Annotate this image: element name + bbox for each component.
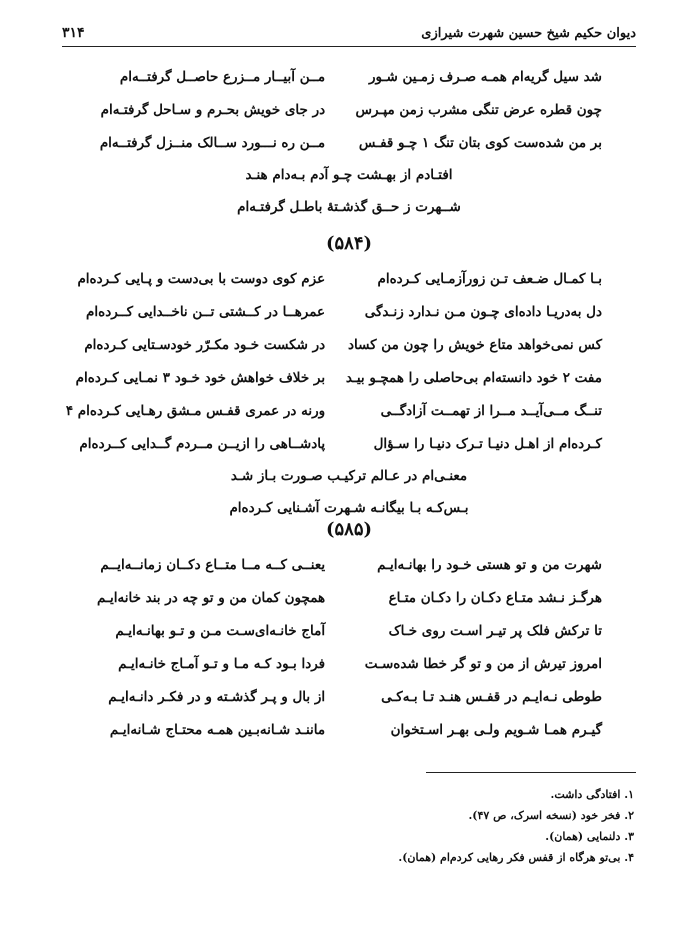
couplet — [62, 394, 636, 427]
couplet — [62, 328, 636, 361]
couplet — [62, 93, 636, 126]
page-number: ۳۱۴ — [62, 25, 85, 41]
couplet — [62, 581, 636, 614]
closing-verse: شــهرت ز حــق گذشـتهٔ باطـل گرفتـه‌ام — [237, 199, 461, 215]
hemistich-first: امروز تیرش از من و تو گر خطا شده‌سـت — [364, 655, 602, 672]
hemistich-first: مفت ۲ خود دانسته‌ام بی‌حاصلی را همچـو بیـد — [345, 369, 602, 386]
hemistich-first: گیـرم همـا شـویم ولـی بهـر اسـتخوان — [390, 721, 602, 738]
couplet — [62, 647, 636, 680]
hemistich-first: چون قطره عرض تنگی مشرب زمن مپـرس — [355, 101, 602, 118]
hemistich-first: طوطی نـه‌ایـم در قفـس هنـد تـا بـه‌کـی — [381, 688, 602, 705]
couplet — [62, 126, 636, 159]
hemistich-second: مــن آبیــار مــزرع حاصــل گرفتــه‌ام — [119, 68, 326, 85]
couplet — [62, 680, 636, 713]
hemistich-second: فردا بـود کـه مـا و تـو آمـاج خانـه‌ایـم — [118, 655, 326, 672]
hemistich-second: از بال و پـر گذشـته و در فکـر دانـه‌ایـم — [108, 688, 326, 705]
hemistich-second: همچون کمان من و تو چه در بند خانه‌ایـم — [97, 589, 326, 606]
hemistich-second: یعنــی کــه مــا متــاع دکــان زمانــه‌ایــم — [100, 556, 326, 573]
poem-number: (۵۸۵) — [325, 519, 373, 540]
footnote: ۳. دلنمایی (همان). — [545, 830, 634, 843]
couplet — [62, 361, 636, 394]
hemistich-second: در جای خویش بحـرم و سـاحل گرفتـه‌ام — [100, 101, 326, 118]
hemistich-second: در شکست خـود مکـرّر خودسـتایی کـرده‌ام — [84, 336, 326, 353]
footnote-divider — [426, 772, 636, 773]
couplet — [62, 295, 636, 328]
hemistich-first: تا ترکش فلک پر تیـر اسـت روی خـاک — [388, 622, 602, 639]
hemistich-first: بـا کمـال ضـعف تـن زورآزمـایی کـرده‌ام — [377, 270, 602, 287]
hemistich-first: تنــگ مــی‌آیــد مــرا از تهمــت آزادگــی — [380, 402, 602, 419]
hemistich-second: عزم کوی دوست با بی‌دست و پـایی کـرده‌ام — [77, 270, 326, 287]
hemistich-second: پادشــاهی را ازیــن مــردم گــدایی کــرده‌ام — [79, 435, 326, 452]
couplet — [62, 713, 636, 746]
couplet — [62, 614, 636, 647]
continued-poem — [62, 60, 636, 223]
footnote: ۴. بی‌تو هرگاه از قفس فکر رهایی کردم‌ام (همان). — [398, 851, 634, 864]
closing-verse: بـس‌کـه بـا بیگانـه شـهرت آشـنایی کـرده‌ام — [229, 500, 469, 516]
footnote: ۱. افتادگی داشت. — [550, 788, 634, 801]
hemistich-second: ورنه در عمری قفـس مـشق رهـایی کـرده‌ام ۴ — [65, 402, 326, 419]
hemistich-first: شد سیل گریه‌ام همـه صـرف زمـین شـور — [369, 68, 602, 85]
couplet — [62, 60, 636, 93]
hemistich-first: دل به‌دریـا داده‌ای چـون مـن نـدارد زنـدگی — [364, 303, 602, 320]
hemistich-first: کـرده‌ام از اهـل دنیـا تـرک دنیـا را سـؤال — [373, 435, 602, 452]
hemistich-first: کس نمی‌خواهد متاع خویش را چون من کساد — [348, 336, 602, 353]
poem-584 — [62, 226, 636, 524]
couplet — [62, 262, 636, 295]
page-header — [62, 20, 636, 47]
running-title: دیوان حکیم شیخ حسین شهرت شیرازی — [421, 25, 636, 41]
footnotes — [62, 784, 634, 868]
couplet — [62, 427, 636, 460]
hemistich-first: شهرت من و تو هستی خـود را بهانـه‌ایـم — [377, 556, 602, 573]
closing-verse: افتـادم از بهـشت چـو آدم بـه‌دام هنـد — [245, 167, 453, 183]
hemistich-second: آماج خانـه‌ای‌سـت مـن و تـو بهانـه‌ایـم — [115, 622, 326, 639]
hemistich-second: مــن ره نـــورد ســالک منــزل گرفتــه‌ام — [99, 134, 326, 151]
poem-number: (۵۸۴) — [325, 233, 373, 254]
closing-verse: معنـی‌ام در عـالم ترکیـب صـورت بـاز شـد — [230, 468, 468, 484]
couplet — [62, 548, 636, 581]
hemistich-second: بر خلاف خواهش خود خـود ۳ نمـایی کـرده‌ام — [75, 369, 326, 386]
footnote: ۲. فخر خود (نسخه اسرک، ص ۴۷). — [468, 809, 634, 822]
poem-585 — [62, 512, 636, 746]
hemistich-second: عمرهــا در کــشتی تــن ناخــدایی کــرده‌ام — [86, 303, 326, 320]
hemistich-second: ماننـد شـانه‌بـین همـه محتـاج شـانه‌ایـم — [109, 721, 326, 738]
hemistich-first: هرگـز نـشد متـاع دکـان را دکـان متـاع — [388, 589, 602, 606]
hemistich-first: بر من شده‌ست کوی بتان تنگ ۱ چـو قفـس — [358, 134, 602, 151]
